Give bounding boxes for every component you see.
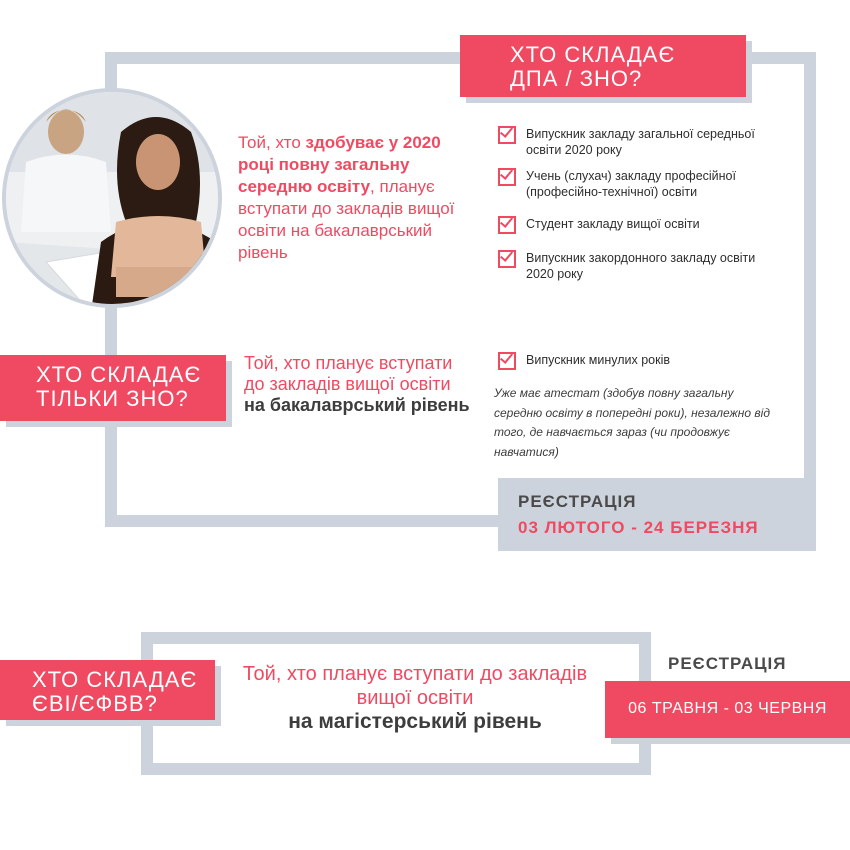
checklist-item	[526, 126, 786, 158]
tag-line-2: ДПА / ЗНО?	[510, 66, 643, 91]
tag-line-2: ТІЛЬКИ ЗНО?	[36, 386, 189, 411]
registration-dates: 03 ЛЮТОГО - 24 БЕРЕЗНЯ	[518, 518, 759, 537]
students-photo	[2, 88, 222, 308]
only-zno-description	[244, 353, 474, 416]
tag-line-1: ХТО СКЛАДАЄ	[32, 667, 198, 692]
check-icon	[498, 250, 516, 268]
current-graduate-description	[238, 132, 468, 264]
tag-line-2: ЄВІ/ЄФВВ?	[32, 691, 158, 716]
checklist-item-label: Випускник закордонного закладу освіти 2020 року	[526, 251, 756, 281]
tag-line-1: ХТО СКЛАДАЄ	[510, 42, 676, 67]
checklist-item-label: Випускник закладу загальної середньої освіти 2020 року	[526, 127, 755, 157]
desc-bold: на бакалаврський рівень	[244, 395, 470, 415]
registration-box-zno	[498, 478, 816, 551]
desc-normal: Той, хто планує вступати до закладів вищої освіти	[242, 663, 588, 709]
desc-prefix: Той, хто	[238, 133, 306, 152]
who-takes-dpa-zno-label	[460, 35, 746, 97]
check-icon	[498, 352, 516, 370]
checklist-item-label: Студент закладу вищої освіти	[526, 217, 700, 231]
desc-bold: здобуває у 2020 році повну загальну середню освіту	[238, 133, 441, 196]
who-takes-evi-efvv-label	[0, 660, 215, 720]
check-icon	[498, 126, 516, 144]
checklist-item	[526, 250, 786, 282]
desc-suffix: , планує вступати до закладів вищої освіти на бакалаврський рівень	[238, 177, 455, 262]
photo-illustration	[6, 92, 222, 308]
registration-title: РЕЄСТРАЦІЯ	[518, 492, 637, 511]
past-graduates-note: Уже має атестат (здобув повну загальну середню освіту в попередні роки), незалежно від того, де навчається зараз (чи продовжує навчатися)	[494, 386, 770, 459]
checklist-item-label: Учень (слухач) закладу професійної (професійно-технічної) освіти	[526, 169, 736, 199]
registration-title: РЕЄСТРАЦІЯ	[668, 654, 787, 673]
registration-dates-evi: 06 ТРАВНЯ - 03 ЧЕРВНЯ	[605, 681, 850, 738]
checklist-item	[526, 216, 786, 232]
checklist-item	[526, 352, 786, 368]
checklist-item	[526, 168, 786, 200]
check-icon	[498, 216, 516, 234]
desc-bold: на магістерський рівень	[288, 710, 542, 733]
check-icon	[498, 168, 516, 186]
who-takes-only-zno-label	[0, 355, 226, 421]
desc-normal: Той, хто планує вступати до закладів вищої освіти	[244, 353, 453, 394]
master-level-description	[230, 662, 600, 734]
tag-line-1: ХТО СКЛАДАЄ	[36, 362, 202, 387]
checklist-item-label: Випускник минулих років	[526, 353, 670, 367]
